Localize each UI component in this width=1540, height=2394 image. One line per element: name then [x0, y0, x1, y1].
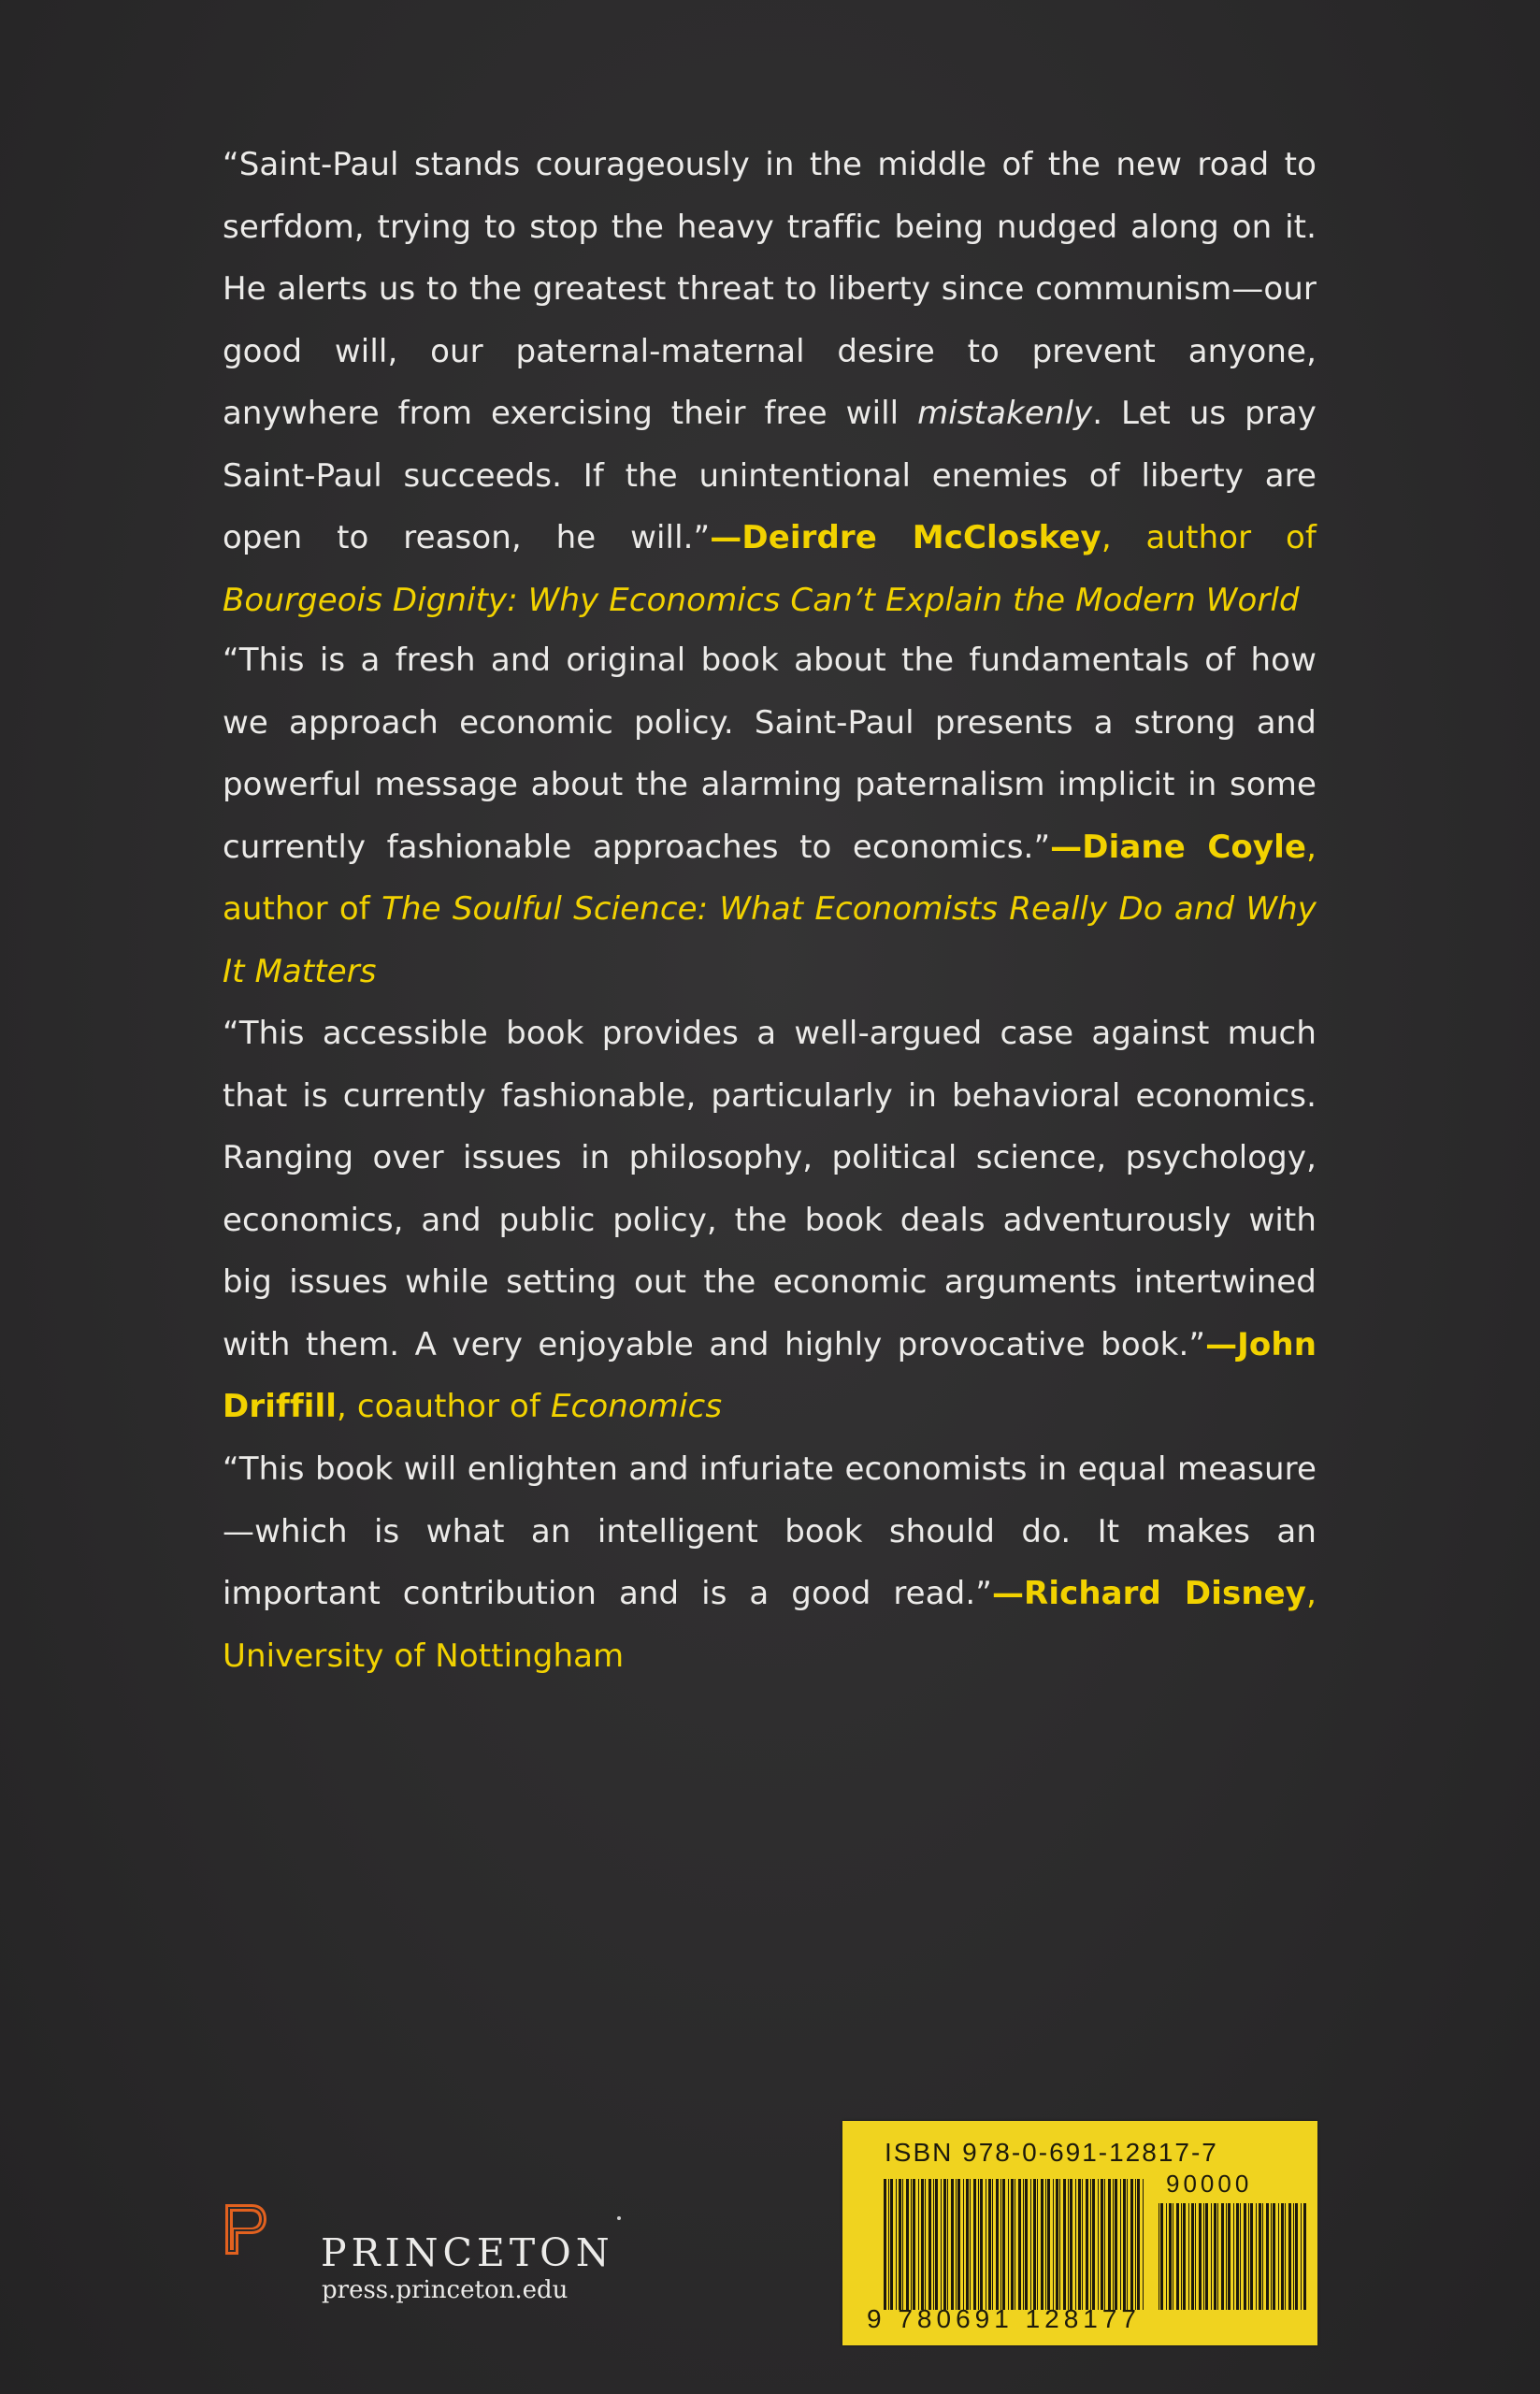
blurb-coyle	[223, 629, 1317, 1002]
blurb-text: “Saint-Paul stands courageously in the middle of the new road to serfdom, trying to stop the heavy traffic being nudged along on it. He alerts us to the greatest threat to liberty since communism—our good will, our paternal-maternal desire to prevent anyone, anywhere from exercising their free will	[223, 146, 1317, 432]
attribution-name: —John Driffill	[223, 1325, 1317, 1425]
attribution-name: —Deirdre McCloskey	[710, 519, 1101, 556]
barcode-ean-number: 9 780691 128177	[867, 2304, 1141, 2333]
attribution-work: Economics	[550, 1388, 723, 1425]
blurb-mccloskey	[223, 134, 1317, 631]
barcode-sticker	[842, 2121, 1317, 2345]
princeton-p-logo-icon	[223, 2202, 268, 2257]
attribution-name: —Richard Disney	[991, 1575, 1307, 1612]
barcode-addon	[1159, 2203, 1308, 2310]
blurb-text: “This book will enlighten and infuriate economists in equal measure—which is what an intelligent book should do. It makes an important contribution and is a good read.”	[223, 1450, 1317, 1612]
attribution-work: Bourgeois Dignity: Why Economics Can’t Explain the Modern World	[223, 581, 1300, 619]
attribution-role: , author of	[223, 828, 1317, 928]
attribution-role: , author of	[1101, 519, 1317, 556]
attribution-role: , University of Nottingham	[223, 1575, 1317, 1675]
isbn-label: ISBN 978-0-691-12817-7	[885, 2138, 1218, 2167]
blurb-driffill	[223, 1002, 1317, 1438]
attribution-work: The Soulful Science: What Economists Really Do and Why It Matters	[223, 890, 1317, 990]
blurb-disney	[223, 1438, 1317, 1687]
decorative-dot	[617, 2216, 621, 2220]
publisher-name: PRINCETON	[321, 2230, 614, 2275]
blurb-text: “This is a fresh and original book about the fundamentals of how we approach economic policy. Saint-Paul presents a strong and powerful message about the alarming paternalism implicit in some currently fashionable approaches to economics.”	[223, 642, 1317, 866]
attribution-name: —Diane Coyle	[1050, 828, 1307, 866]
attribution-role: , coauthor of	[337, 1388, 551, 1425]
blurb-emphasis: mistakenly	[917, 395, 1093, 432]
barcode-main	[884, 2179, 1147, 2310]
barcode-addon-number: 90000	[1166, 2170, 1253, 2198]
publisher-url: press.princeton.edu	[322, 2276, 569, 2304]
blurb-text: “This accessible book provides a well-argued case against much that is currently fashionable, particularly in behavioral economics. Ranging over issues in philosophy, political science, psychology, economics, and public policy, the book deals adventurously with big issues while setting out the economic arguments intertwined with them. A very enjoyable and highly provocative book.”	[223, 1015, 1317, 1363]
blurb-text-after: . Let us pray Saint-Paul succeeds. If the unintentional enemies of liberty are open to reason, he will.”	[223, 395, 1317, 556]
